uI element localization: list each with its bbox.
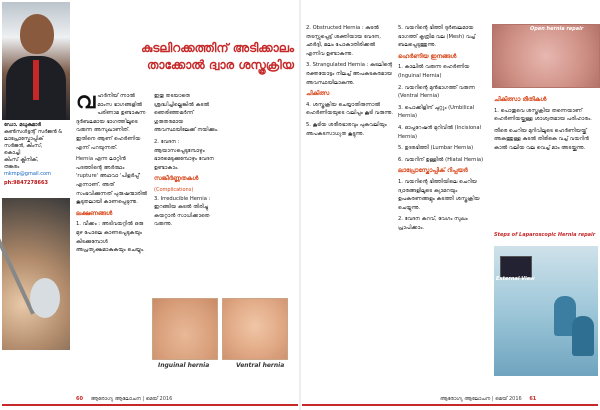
paragraph: 6. വയറിന് ഉള്ളിൽ (Hiatal Hernia) — [398, 156, 484, 163]
steps-caption: Steps of Laparoscopic Hernia repair — [494, 232, 596, 238]
author-line: കൊച്ചി — [4, 150, 21, 156]
paragraph: 2. വയറിന്റെ മുൻഭാഗത്ത് വരുന്ന (Ventral Hernia) — [398, 84, 476, 100]
author-phone: ph:9847278663 — [4, 180, 48, 186]
section-subheading: (Complications) — [154, 186, 194, 193]
author-name: ഡോ. മധുകുമാർ — [4, 122, 41, 128]
paragraph: 4. ഓപ്പറേഷൻ മുറിവിൽ (Incisional Hernia) — [398, 124, 482, 140]
page-number: 60 — [76, 396, 83, 402]
author-photo — [2, 2, 70, 120]
paragraph: 1. കാലിൽ വരുന്ന ഹെർണിയ (Inguinal Hernia) — [398, 64, 470, 79]
paragraph: വഹർനിയ് ന്നാൽ മാംസ ഭാഗങ്ങളിൽ പരിണാമ ഉണ്ടാകുന്ന ദുർബലമായ ഭാഗത്തിലൂടെ വരുന്ന അസുഖാണിത്. ഇതിനെ ആണ് ഹെർണിയ എന്ന് പറയുന്നത്. — [76, 89, 146, 151]
paragraph: 5. കൂടിയ ശരീരഭാരവും പുകവലിയും അപകടസാധ്യത കൂട്ടുന്നു. — [306, 121, 387, 137]
external-view-label: External View — [496, 276, 535, 282]
paragraph: തീരെ ചെറിയ മുറിവിലൂടെ ഹെർണിയയ്ക്ക് അകത്തുള്ള കുടൽ തിരികെ വച്ച് വയറിൻ കാൽ വലിയ വല വെച്ച് മാം അടയ്ക്കുന്നു. — [494, 127, 590, 151]
paragraph: 5. ഉദരഭിത്തി (Lumbar Hernia) — [398, 145, 474, 152]
text-column — [306, 24, 394, 141]
article-title — [76, 40, 294, 74]
page-spine — [299, 0, 301, 410]
open-repair-image — [492, 24, 600, 88]
paragraph: 3. പൊക്കിളിന് ചുറ്റും (Umbilical Hernia) — [398, 104, 475, 120]
page-number: 61 — [529, 396, 537, 402]
paragraph: 3. Strangulated Hernia : കുടലിന്റെ രക്തയോട്ടം നിലച്ച് അപകടകരമായ അവസ്ഥയിലാകുന്നു. — [306, 62, 393, 86]
footer-text: ആരോഗ്യ ആലോചന | മെയ് 2016 — [90, 396, 173, 402]
paragraph: 4. ശസ്ത്രക്രിയ ചെയ്യാതിരുന്നാൽ ഹെർണിയയുടെ വലിപ്പം കൂടി വരുന്നു. — [306, 101, 394, 117]
section-heading: സങ്കീർണ്ണതകൾ — [154, 175, 199, 183]
footer-rule — [302, 404, 598, 406]
paragraph: 1. വീക്കം : അടിവയറ്റിൽ ഒരു മുഴ പോലെ കാണപ്പെടുകയും കിടക്കുമ്പോൾ അപ്രത്യക്ഷമാകുകയും ചെയ്യും. — [76, 221, 145, 254]
section-heading: ചികിത്സാ രീതികൾ — [494, 96, 547, 103]
author-line: കൺസൾട്ടന്റ് സർജൻ & — [4, 129, 63, 135]
author-email: mkmp@gmail.com — [4, 171, 51, 177]
title-line-2: താക്കോൽ ദ്വാര ശസ്ത്രക്രിയ — [146, 58, 294, 72]
paragraph: 1. വയറിന്റെ ഭിത്തിയിലെ ചെറിയ ദ്വാരങ്ങളിലൂടെ ക്യാമറയും ഉപകരണങ്ങളും കടത്തി ശസ്ത്രക്രിയ ചെയ്യുന്നു. — [398, 178, 480, 211]
left-footer — [76, 396, 172, 402]
external-view-image — [494, 246, 598, 376]
paragraph: 2. വേദന : ആയാസപ്പെടുമ്പോഴും ഭാരമെടുക്കുമ്പോഴും വേദന ഉണ്ടാകാം. — [154, 138, 214, 171]
text-column — [76, 89, 148, 258]
section-heading: ലക്ഷണങ്ങൾ — [76, 209, 113, 217]
inguinal-hernia-image — [152, 298, 218, 360]
inguinal-hernia-caption: Inguinal hernia — [158, 362, 210, 369]
section-heading: ഹെർണിയ ഇനങ്ങൾ — [398, 52, 457, 60]
paragraph: 1. പൊതുവെ ശസ്ത്രക്രിയ തന്നെയാണ് ഹെർണിയയ്ക്കുള്ള ശാശ്വതമായ പരിഹാരം. — [494, 107, 592, 123]
ventral-hernia-image — [222, 298, 288, 360]
ventral-hernia-caption: Ventral hernia — [236, 362, 285, 369]
paragraph: ഇതു തടയാതെ ശ്രദ്ധിച്ചില്ലെങ്കിൽ കുടൽ ഞെരിഞ്ഞമർന്ന് ഗുരുതരമായ അവസ്ഥയിലേക്ക് നയിക്കും. — [154, 93, 219, 134]
text-column — [494, 94, 596, 156]
drop-cap: വ — [76, 89, 96, 114]
section-heading: ചികിത്സ — [306, 90, 330, 98]
author-line: കിംസ് ക്ലിനിക്, — [4, 157, 39, 163]
text-column — [398, 24, 488, 235]
paragraph: 5. വയറിന്റെ ഭിത്തി ദുർബലമായ ഭാഗത്ത് കൃത്രിമ വല (Mesh) വച്ച് ബലപ്പെടുത്തുന്നു. — [398, 25, 476, 49]
paragraph: 2. വേദന കുറവ്, വേഗം സുഖം പ്രാപിക്കാം. — [398, 216, 468, 231]
author-info — [2, 120, 70, 198]
section-heading: ലാപ്രോസ്കോപ്പിക് റിപ്പയർ — [398, 167, 468, 175]
right-footer — [440, 396, 536, 402]
author-line: സർജൻ, കിംസ്, — [4, 143, 43, 149]
author-line: തങ്കരം — [4, 164, 20, 170]
title-line-1: കുടലിറക്കത്തിന് അടിക്കാലം — [141, 41, 294, 55]
text-column — [154, 92, 224, 232]
paragraph: 3. Irreducible Hernia : ഇറങ്ങിയ കുടൽ തിരിച്ചു കയറ്റാൻ സാധിക്കാതെ വരുന്നു. — [154, 195, 211, 228]
footer-text: ആരോഗ്യ ആലോചന | മെയ് 2016 — [440, 396, 522, 402]
paragraph: Hernia എന്ന ലാറ്റിൻ പദത്തിന്റെ അർത്ഥം 'rupture' അഥവാ 'പിളർപ്പ്' എന്നാണ്. അത് സംഭവിക്കുന്നത് പുരുഷന്മാരിൽ കൂടുതലായി കാണപ്പെടുന്നു. — [76, 156, 148, 206]
footer-rule — [2, 404, 298, 406]
paragraph: 2. Obstructed Hernia : കുടൽ തടസ്സപ്പെട്ട് ശക്തിയായ വേദന, ഛർദ്ദി, മലം പോകാതിരിക്കൽ എന്നിവ ഉണ്ടാകുന്നു. — [306, 25, 381, 57]
surgery-photo — [2, 198, 70, 350]
open-repair-caption: Open hernia repair — [530, 26, 584, 32]
author-line: ലാപ്രോസ്കോപ്പിക് — [4, 136, 44, 142]
